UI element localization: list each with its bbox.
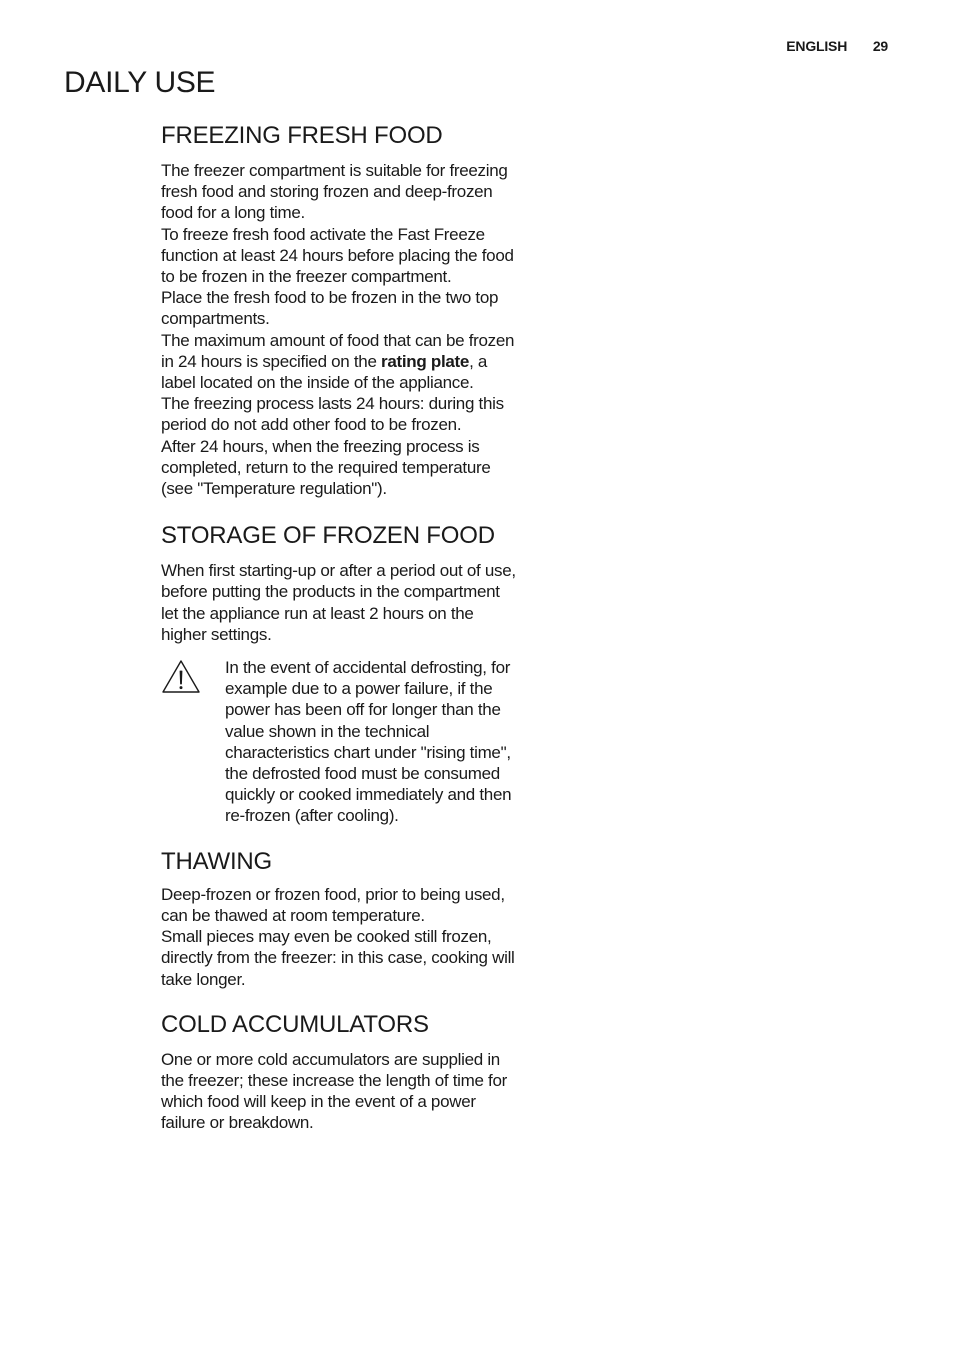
paragraph-text: The maximum amount of food that can be frozen in 24 hours is specified on the [161, 330, 515, 371]
language-label: ENGLISH [786, 38, 848, 54]
paragraph: After 24 hours, when the freezing process is completed, return to the required temperature (see "Temperature regulation"). [161, 436, 491, 499]
warning-triangle-icon [161, 657, 225, 827]
warning-text-block [225, 657, 516, 827]
page-header [786, 38, 888, 54]
warning-text: In the event of accidental defrosting, for example due to a power failure, if the power has been off for longer than the value shown in the technical characteristics chart under "rising time", the defrosted food must be consumed quickly or cooked immediately and then re-frozen (after cooling). [225, 658, 512, 826]
section-heading: FREEZING FRESH FOOD [161, 122, 443, 149]
page-title: DAILY USE [64, 66, 216, 99]
main-content [161, 120, 516, 1134]
paragraph: The freezing process lasts 24 hours: during this period do not add other food to be frozen. [161, 394, 504, 435]
section-cold-accumulators [161, 1009, 516, 1134]
paragraph: One or more cold accumulators are supplied in the freezer; these increase the length of time for which food will keep in the event of a power failure or breakdown. [161, 1049, 507, 1133]
rating-plate-term: rating plate [381, 351, 470, 371]
paragraph: To freeze fresh food activate the Fast Freeze function at least 24 hours before placing the food to be frozen in the freezer compartment. [161, 224, 514, 287]
paragraph: Place the fresh food to be frozen in the two top compartments. [161, 288, 499, 329]
section-storage-frozen-food [161, 520, 516, 826]
section-heading: STORAGE OF FROZEN FOOD [161, 522, 495, 550]
paragraph: Deep-frozen or frozen food, prior to being used, can be thawed at room temperature. [161, 884, 505, 925]
paragraph [161, 330, 516, 394]
section-heading: COLD ACCUMULATORS [161, 1010, 429, 1038]
paragraph: The freezer compartment is suitable for freezing fresh food and storing frozen and deep-frozen food for a long time. [161, 161, 508, 223]
section-thawing [161, 846, 516, 990]
paragraph-text: , a label located on the inside of the appliance. [161, 351, 488, 393]
paragraph: Small pieces may even be cooked still frozen, directly from the freezer: in this case, cooking will take longer. [161, 927, 515, 989]
page-number: 29 [872, 38, 888, 54]
paragraph: When first starting-up or after a period out of use, before putting the products in the compartment let the appliance run at least 2 hours on the higher settings. [161, 561, 516, 644]
section-freezing-fresh-food [161, 120, 516, 499]
warning-note [161, 657, 516, 827]
section-heading: THAWING [161, 847, 273, 875]
